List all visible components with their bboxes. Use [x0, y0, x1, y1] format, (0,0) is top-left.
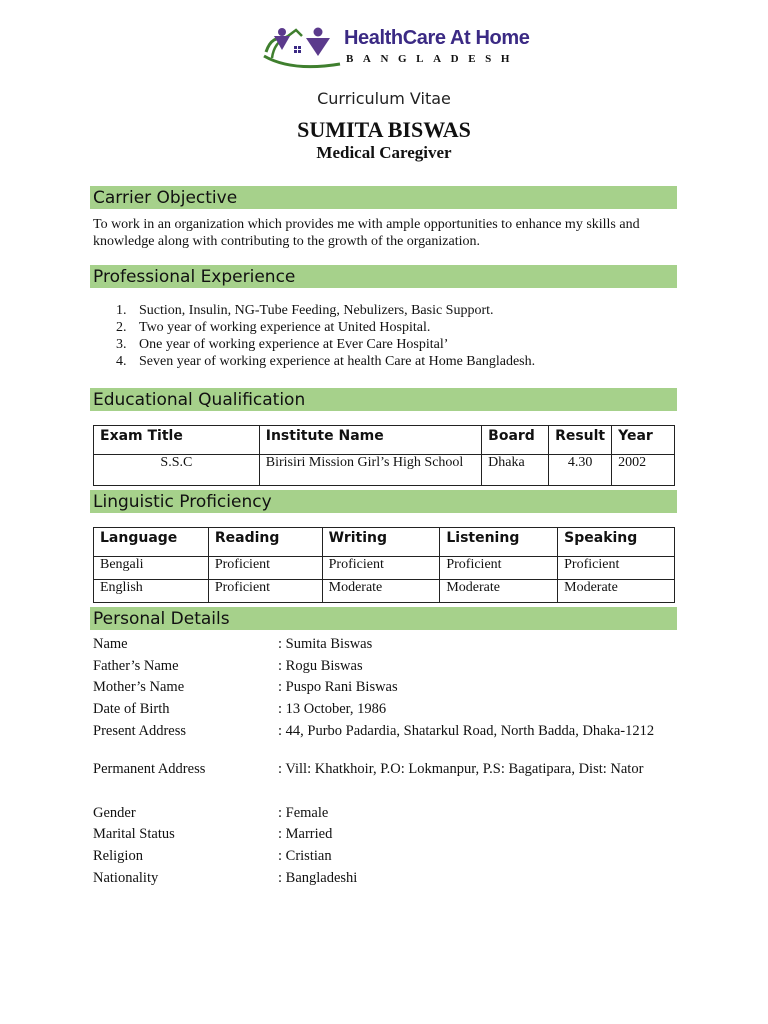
reading-cell: Proficient — [208, 557, 322, 580]
detail-value: : Cristian — [278, 848, 332, 864]
detail-value: : Vill: Khatkhoir, P.O: Lokmanpur, P.S: Bagatipara, Dist: Nator — [278, 761, 644, 777]
detail-label: Father’s Name — [93, 658, 179, 674]
speaking-cell: Proficient — [558, 557, 675, 580]
list-item-number: 2. — [116, 320, 127, 335]
reading-cell: Proficient — [208, 580, 322, 603]
company-logo — [262, 24, 530, 72]
experience-list — [116, 302, 535, 370]
list-item-text: Two year of working experience at United Hospital. — [139, 320, 431, 335]
detail-value: : Sumita Biswas — [278, 636, 373, 652]
detail-label: Nationality — [93, 870, 159, 886]
section-header-experience: Professional Experience — [90, 265, 677, 288]
education-table — [93, 425, 675, 486]
detail-value: : Married — [278, 826, 333, 842]
document-label: Curriculum Vitae — [317, 89, 451, 108]
column-header-listening: Listening — [440, 528, 558, 557]
list-item — [116, 353, 535, 370]
detail-value: : Bangladeshi — [278, 870, 358, 886]
detail-value: : 13 October, 1986 — [278, 701, 387, 717]
table-header-row — [94, 426, 675, 455]
table-row — [94, 455, 675, 486]
board-cell: Dhaka — [482, 455, 549, 486]
section-header-languages: Linguistic Proficiency — [90, 490, 677, 513]
objective-text: To work in an organization which provides me with ample opportunities to enhance my skills and knowledge along with contributing to the growth of the organization. — [93, 217, 640, 249]
institute-name-cell: Birisiri Mission Girl’s High School — [259, 455, 481, 486]
table-row — [94, 580, 675, 603]
section-header-education: Educational Qualification — [90, 388, 677, 411]
listening-cell: Moderate — [440, 580, 558, 603]
writing-cell: Moderate — [322, 580, 440, 603]
list-item-text: Suction, Insulin, NG-Tube Feeding, Nebulizers, Basic Support. — [139, 303, 494, 318]
language-cell: English — [94, 580, 209, 603]
detail-label: Name — [93, 636, 128, 652]
family-house-logo-icon — [262, 26, 342, 70]
column-header-exam-title: Exam Title — [94, 426, 260, 455]
result-cell: 4.30 — [549, 455, 612, 486]
person-name: SUMITA BISWAS — [297, 117, 471, 142]
list-item-text: One year of working experience at Ever Care Hospital’ — [139, 337, 449, 352]
writing-cell: Proficient — [322, 557, 440, 580]
section-header-objective: Carrier Objective — [90, 186, 677, 209]
detail-value: : 44, Purbo Padardia, Shatarkul Road, North Badda, Dhaka-1212 — [278, 723, 655, 739]
column-header-year: Year — [612, 426, 675, 455]
list-item — [116, 319, 535, 336]
list-item — [116, 336, 535, 353]
list-item-text: Seven year of working experience at health Care at Home Bangladesh. — [139, 354, 536, 369]
listening-cell: Proficient — [440, 557, 558, 580]
exam-title-cell: S.S.C — [94, 455, 260, 486]
detail-value: : Puspo Rani Biswas — [278, 679, 398, 695]
column-header-writing: Writing — [322, 528, 440, 557]
column-header-board: Board — [482, 426, 549, 455]
detail-label: Present Address — [93, 723, 187, 739]
list-item-number: 3. — [116, 337, 127, 352]
detail-label: Date of Birth — [93, 701, 170, 717]
table-row — [94, 557, 675, 580]
logo-company-name: HealthCare At Home — [344, 27, 530, 49]
detail-label: Religion — [93, 848, 143, 864]
detail-label: Permanent Address — [93, 761, 206, 777]
detail-value: : Female — [278, 805, 329, 821]
logo-country-name: BANGLADESH — [346, 53, 520, 65]
language-cell: Bengali — [94, 557, 209, 580]
detail-value: : Rogu Biswas — [278, 658, 363, 674]
list-item-number: 1. — [116, 303, 127, 318]
detail-label: Mother’s Name — [93, 679, 185, 695]
detail-label: Gender — [93, 805, 136, 821]
person-role: Medical Caregiver — [316, 143, 452, 162]
year-cell: 2002 — [612, 455, 675, 486]
section-header-personal: Personal Details — [90, 607, 677, 630]
column-header-reading: Reading — [208, 528, 322, 557]
detail-label: Marital Status — [93, 826, 175, 842]
column-header-result: Result — [549, 426, 612, 455]
column-header-speaking: Speaking — [558, 528, 675, 557]
column-header-language: Language — [94, 528, 209, 557]
language-table — [93, 527, 675, 603]
list-item-number: 4. — [116, 354, 127, 369]
column-header-institute-name: Institute Name — [259, 426, 481, 455]
list-item — [116, 302, 535, 319]
table-header-row — [94, 528, 675, 557]
speaking-cell: Moderate — [558, 580, 675, 603]
